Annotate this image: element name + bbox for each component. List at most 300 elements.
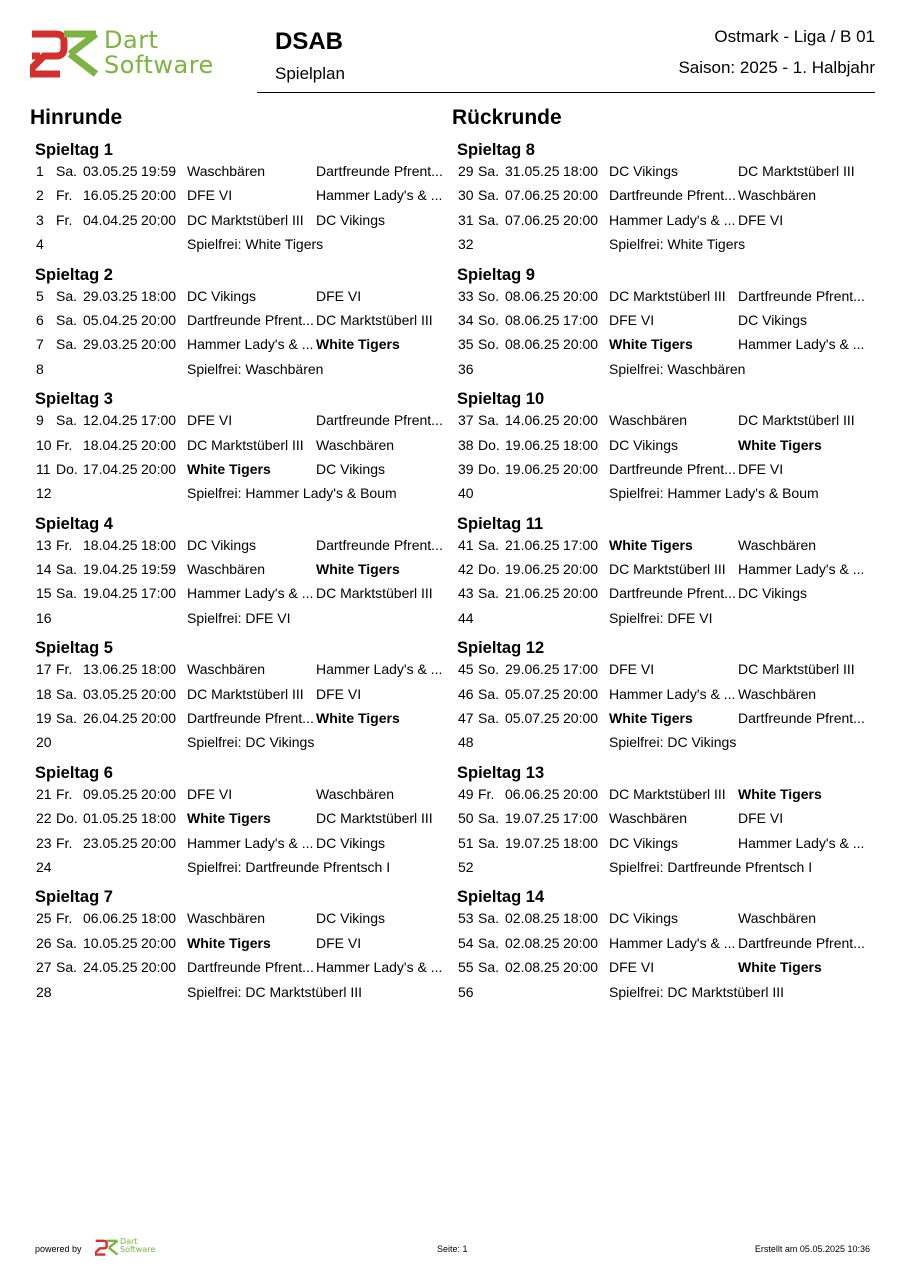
away-team: Waschbären	[738, 910, 817, 927]
match-row	[30, 285, 460, 309]
match-date: 02.08.25	[505, 934, 560, 951]
matchday	[452, 265, 882, 383]
footer-logo	[95, 1238, 170, 1258]
match-weekday: Sa.	[478, 810, 500, 827]
match-row	[452, 209, 882, 233]
match-weekday: Fr.	[56, 785, 73, 802]
match-date: 26.04.25	[83, 710, 138, 727]
match-weekday: Sa.	[478, 585, 500, 602]
match-number: 10	[36, 436, 52, 453]
match-number: 37	[458, 412, 474, 429]
match-number: 9	[36, 412, 44, 429]
match-time: 20:00	[141, 959, 177, 976]
matchday-title: Spieltag 1	[35, 141, 113, 159]
match-number: 43	[458, 585, 474, 602]
away-team: White Tigers	[316, 710, 400, 727]
match-date: 16.05.25	[83, 187, 138, 204]
match-weekday: Fr.	[56, 910, 73, 927]
bye-team: Spielfrei: Hammer Lady's & Boum	[609, 485, 819, 502]
bye-team: Spielfrei: Hammer Lady's & Boum	[187, 485, 397, 502]
away-team: Dartfreunde Pfrent...	[738, 934, 865, 951]
match-number: 5	[36, 287, 44, 304]
match-number: 56	[458, 983, 474, 1000]
match-time: 20:00	[141, 311, 177, 328]
matchday-title: Spieltag 12	[457, 639, 545, 658]
match-time: 18:00	[563, 834, 599, 851]
away-team: Waschbären	[316, 436, 395, 453]
matchday	[30, 140, 460, 258]
home-team: DC Vikings	[609, 834, 678, 851]
match-number: 30	[458, 187, 474, 204]
match-number: 7	[36, 336, 44, 353]
away-team: DC Marktstüberl III	[738, 661, 855, 678]
match-time: 20:00	[141, 187, 177, 204]
hinrunde-title: Hinrunde	[30, 106, 123, 129]
match-number: 1	[36, 163, 44, 179]
home-team: Dartfreunde Pfrent...	[187, 311, 314, 328]
match-weekday: Sa.	[478, 934, 500, 951]
matchday-title: Spieltag 13	[457, 763, 545, 782]
bye-row	[30, 981, 460, 1005]
match-number: 50	[458, 810, 474, 827]
match-row	[452, 285, 882, 309]
match-number: 3	[36, 211, 44, 228]
match-date: 05.07.25	[505, 710, 560, 727]
away-team: DC Marktstüberl III	[738, 412, 855, 429]
match-number: 17	[36, 661, 52, 678]
match-number: 26	[36, 934, 52, 951]
match-weekday: Fr.	[56, 661, 73, 678]
away-team: Dartfreunde Pfrent...	[738, 710, 865, 727]
match-weekday: Do.	[478, 460, 500, 477]
home-team: DC Vikings	[609, 436, 678, 453]
rueckrunde-column	[452, 105, 882, 1012]
away-team: Waschbären	[738, 685, 817, 702]
home-team: DC Vikings	[187, 287, 256, 304]
match-number: 47	[458, 710, 474, 727]
away-team: White Tigers	[738, 959, 822, 976]
away-team: DC Marktstüberl III	[316, 585, 433, 602]
match-number: 39	[458, 460, 474, 477]
away-team: DC Marktstüberl III	[738, 163, 855, 179]
match-date: 06.06.25	[83, 910, 138, 927]
match-weekday: Sa.	[56, 412, 78, 429]
footer-logo-line2: Software	[120, 1245, 156, 1254]
match-date: 05.04.25	[83, 311, 138, 328]
match-row	[452, 160, 882, 184]
match-date: 17.04.25	[83, 460, 138, 477]
match-number: 33	[458, 287, 474, 304]
match-row	[452, 658, 882, 682]
home-team: Hammer Lady's & ...	[187, 585, 314, 602]
home-team: Dartfreunde Pfrent...	[187, 959, 314, 976]
match-weekday: So.	[478, 311, 500, 328]
matchday-title: Spieltag 5	[35, 639, 113, 658]
bye-team: Spielfrei: Dartfreunde Pfrentsch I	[609, 858, 813, 875]
bye-team: Spielfrei: DFE VI	[609, 609, 713, 626]
bye-row	[452, 233, 882, 257]
home-team: Waschbären	[187, 561, 266, 578]
match-row	[452, 409, 882, 433]
away-team: Dartfreunde Pfrent...	[738, 287, 865, 304]
home-team: DFE VI	[609, 311, 655, 328]
match-weekday: Sa.	[478, 412, 500, 429]
home-team: Hammer Lady's & ...	[609, 934, 736, 951]
match-time: 17:00	[563, 311, 599, 328]
bye-team: Spielfrei: Waschbären	[187, 360, 324, 377]
match-row	[30, 558, 460, 582]
match-time: 17:00	[141, 412, 177, 429]
match-number: 38	[458, 436, 474, 453]
home-team: White Tigers	[609, 710, 693, 727]
match-weekday: Sa.	[478, 834, 500, 851]
match-row	[452, 309, 882, 333]
match-date: 08.06.25	[505, 336, 560, 353]
match-time: 20:00	[141, 710, 177, 727]
match-date: 19.06.25	[505, 561, 560, 578]
bye-row	[452, 731, 882, 755]
matchday-title: Spieltag 6	[35, 763, 113, 782]
match-date: 21.06.25	[505, 536, 560, 553]
matchday	[452, 887, 882, 1005]
matchday	[452, 638, 882, 756]
match-date: 19.07.25	[505, 810, 560, 827]
matchday	[30, 265, 460, 383]
logo-mark-icon	[30, 30, 100, 80]
match-weekday: Sa.	[478, 211, 500, 228]
matchday	[452, 514, 882, 632]
bye-row	[452, 358, 882, 382]
home-team: White Tigers	[187, 810, 271, 827]
home-team: DC Marktstüberl III	[187, 211, 304, 228]
match-time: 18:00	[141, 661, 177, 678]
match-weekday: Sa.	[56, 311, 78, 328]
home-team: Hammer Lady's & ...	[187, 834, 314, 851]
match-time: 20:00	[141, 336, 177, 353]
match-time: 20:00	[141, 211, 177, 228]
match-date: 19.04.25	[83, 585, 138, 602]
matchday	[30, 389, 460, 507]
away-team: DC Vikings	[316, 211, 385, 228]
match-row	[30, 409, 460, 433]
match-row	[30, 783, 460, 807]
match-time: 20:00	[563, 710, 599, 727]
matchday	[452, 763, 882, 881]
org-title: DSAB	[275, 28, 344, 55]
match-time: 20:00	[563, 287, 599, 304]
match-date: 02.08.25	[505, 910, 560, 927]
match-date: 29.06.25	[505, 661, 560, 678]
away-team: DC Marktstüberl III	[316, 810, 433, 827]
bye-row	[452, 607, 882, 631]
match-weekday: Sa.	[56, 561, 78, 578]
match-time: 18:00	[141, 910, 177, 927]
match-date: 19.04.25	[83, 561, 138, 578]
home-team: Waschbären	[609, 810, 688, 827]
match-weekday: Sa.	[478, 910, 500, 927]
home-team: DC Vikings	[187, 536, 256, 553]
match-number: 25	[36, 910, 52, 927]
league-name: Ostmark - Liga / B 01	[714, 27, 875, 46]
away-team: Dartfreunde Pfrent...	[316, 163, 443, 179]
match-time: 19:59	[141, 163, 177, 179]
match-number: 8	[36, 360, 44, 377]
match-weekday: Fr.	[56, 834, 73, 851]
match-number: 32	[458, 236, 474, 253]
bye-team: Spielfrei: DFE VI	[187, 609, 291, 626]
match-number: 22	[36, 810, 52, 827]
match-time: 17:00	[563, 661, 599, 678]
match-weekday: Sa.	[478, 685, 500, 702]
page-number: Seite: 1	[437, 1244, 468, 1254]
away-team: DFE VI	[738, 211, 784, 228]
match-number: 29	[458, 163, 474, 179]
match-time: 20:00	[141, 436, 177, 453]
match-number: 4	[36, 236, 44, 253]
hinrunde-matchdays	[30, 140, 460, 1005]
away-team: Hammer Lady's & ...	[738, 834, 865, 851]
match-time: 18:00	[563, 436, 599, 453]
match-number: 21	[36, 785, 52, 802]
match-number: 34	[458, 311, 474, 328]
match-time: 20:00	[563, 685, 599, 702]
away-team: Hammer Lady's & ...	[316, 187, 443, 204]
match-weekday: Sa.	[478, 710, 500, 727]
match-row	[452, 707, 882, 731]
match-time: 18:00	[141, 287, 177, 304]
match-time: 20:00	[141, 685, 177, 702]
logo-text-line2: Software	[104, 51, 214, 79]
match-row	[452, 683, 882, 707]
away-team: DC Marktstüberl III	[316, 311, 433, 328]
hinrunde-column	[30, 105, 460, 1012]
match-row	[452, 333, 882, 357]
match-time: 20:00	[563, 561, 599, 578]
match-time: 18:00	[141, 536, 177, 553]
match-number: 27	[36, 959, 52, 976]
home-team: Waschbären	[187, 910, 266, 927]
away-team: Hammer Lady's & ...	[738, 561, 865, 578]
match-number: 23	[36, 834, 52, 851]
match-time: 20:00	[563, 187, 599, 204]
bye-row	[30, 731, 460, 755]
match-number: 14	[36, 561, 52, 578]
match-time: 20:00	[141, 834, 177, 851]
match-row	[452, 434, 882, 458]
matchday-title: Spieltag 14	[457, 888, 545, 907]
match-date: 08.06.25	[505, 287, 560, 304]
match-row	[30, 534, 460, 558]
away-team: DFE VI	[316, 685, 362, 702]
bye-row	[30, 607, 460, 631]
match-weekday: Fr.	[56, 211, 73, 228]
match-date: 29.03.25	[83, 336, 138, 353]
footer-logo-line1: Dart	[120, 1237, 138, 1246]
home-team: Waschbären	[609, 412, 688, 429]
match-weekday: Sa.	[56, 959, 78, 976]
match-number: 12	[36, 485, 52, 502]
match-row	[452, 184, 882, 208]
rueckrunde-matchdays	[452, 140, 882, 1005]
match-date: 03.05.25	[83, 163, 138, 179]
home-team: DC Marktstüberl III	[609, 561, 726, 578]
home-team: DFE VI	[187, 785, 233, 802]
home-team: DC Marktstüberl III	[187, 685, 304, 702]
away-team: DC Vikings	[738, 585, 807, 602]
bye-row	[452, 856, 882, 880]
match-weekday: Fr.	[56, 536, 73, 553]
match-weekday: Sa.	[56, 934, 78, 951]
home-team: Hammer Lady's & ...	[187, 336, 314, 353]
match-weekday: Sa.	[56, 287, 78, 304]
home-team: DFE VI	[187, 412, 233, 429]
match-row	[452, 558, 882, 582]
match-row	[30, 333, 460, 357]
match-time: 17:00	[563, 810, 599, 827]
matchday-title: Spieltag 10	[457, 390, 545, 409]
match-number: 51	[458, 834, 474, 851]
match-number: 6	[36, 311, 44, 328]
match-row	[30, 683, 460, 707]
match-row	[30, 956, 460, 980]
match-number: 19	[36, 710, 52, 727]
home-team: Dartfreunde Pfrent...	[609, 585, 736, 602]
away-team: Waschbären	[316, 785, 395, 802]
match-row	[30, 434, 460, 458]
match-date: 19.06.25	[505, 436, 560, 453]
home-team: Dartfreunde Pfrent...	[609, 187, 736, 204]
away-team: DC Vikings	[316, 910, 385, 927]
matchday	[30, 887, 460, 1005]
header-divider	[257, 92, 875, 93]
away-team: Dartfreunde Pfrent...	[316, 536, 443, 553]
away-team: Hammer Lady's & ...	[316, 661, 443, 678]
match-date: 19.07.25	[505, 834, 560, 851]
match-date: 09.05.25	[83, 785, 138, 802]
match-time: 20:00	[141, 785, 177, 802]
footer-logo-mark-icon	[95, 1239, 119, 1257]
matchday	[30, 514, 460, 632]
home-team: White Tigers	[609, 536, 693, 553]
match-date: 29.03.25	[83, 287, 138, 304]
away-team: White Tigers	[738, 436, 822, 453]
matchday-title: Spieltag 4	[35, 514, 113, 533]
bye-row	[30, 482, 460, 506]
match-number: 40	[458, 485, 474, 502]
bye-row	[30, 856, 460, 880]
match-number: 55	[458, 959, 474, 976]
match-time: 17:00	[563, 536, 599, 553]
match-row	[452, 534, 882, 558]
match-date: 13.06.25	[83, 661, 138, 678]
match-time: 18:00	[563, 910, 599, 927]
match-date: 24.05.25	[83, 959, 138, 976]
match-row	[30, 932, 460, 956]
bye-team: Spielfrei: Waschbären	[609, 360, 746, 377]
match-date: 18.04.25	[83, 536, 138, 553]
match-time: 20:00	[563, 959, 599, 976]
away-team: White Tigers	[316, 336, 400, 353]
home-team: DFE VI	[609, 661, 655, 678]
created-timestamp: Erstellt am 05.05.2025 10:36	[754, 1244, 870, 1254]
home-team: Dartfreunde Pfrent...	[609, 460, 736, 477]
match-row	[30, 309, 460, 333]
away-team: DFE VI	[316, 287, 362, 304]
match-number: 53	[458, 910, 474, 927]
match-date: 14.06.25	[505, 412, 560, 429]
matchday	[452, 140, 882, 258]
match-number: 54	[458, 934, 474, 951]
match-weekday: Fr.	[478, 785, 495, 802]
bye-row	[452, 981, 882, 1005]
match-row	[30, 807, 460, 831]
logo-text-line1: Dart	[104, 26, 159, 54]
match-weekday: So.	[478, 336, 500, 353]
match-time: 20:00	[563, 336, 599, 353]
match-row	[30, 832, 460, 856]
matchday-title: Spieltag 9	[457, 265, 535, 284]
dart-software-logo	[30, 28, 260, 82]
home-team: DFE VI	[609, 959, 655, 976]
match-weekday: Sa.	[478, 536, 500, 553]
match-row	[30, 160, 460, 184]
match-weekday: Sa.	[56, 585, 78, 602]
matchday	[30, 638, 460, 756]
matchday-title: Spieltag 7	[35, 888, 113, 907]
powered-by-label: powered by	[35, 1244, 82, 1254]
away-team: Waschbären	[738, 536, 817, 553]
match-time: 19:59	[141, 561, 177, 578]
away-team: Waschbären	[738, 187, 817, 204]
match-number: 52	[458, 858, 474, 875]
match-row	[452, 582, 882, 606]
away-team: DFE VI	[738, 460, 784, 477]
home-team: DC Vikings	[609, 163, 678, 179]
match-row	[452, 458, 882, 482]
away-team: White Tigers	[316, 561, 400, 578]
match-date: 01.05.25	[83, 810, 138, 827]
match-number: 42	[458, 561, 474, 578]
match-number: 16	[36, 609, 52, 626]
match-row	[452, 783, 882, 807]
away-team: DFE VI	[738, 810, 784, 827]
match-date: 04.04.25	[83, 211, 138, 228]
match-number: 20	[36, 734, 52, 751]
match-date: 05.07.25	[505, 685, 560, 702]
match-number: 49	[458, 785, 474, 802]
match-number: 11	[36, 460, 51, 477]
match-time: 18:00	[141, 810, 177, 827]
bye-team: Spielfrei: DC Marktstüberl III	[609, 983, 785, 1000]
match-date: 31.05.25	[505, 163, 560, 179]
home-team: White Tigers	[187, 934, 271, 951]
away-team: Hammer Lady's & ...	[738, 336, 865, 353]
match-weekday: Fr.	[56, 187, 73, 204]
match-weekday: Do.	[478, 561, 500, 578]
match-date: 06.06.25	[505, 785, 560, 802]
home-team: Dartfreunde Pfrent...	[187, 710, 314, 727]
match-time: 20:00	[563, 211, 599, 228]
match-weekday: So.	[478, 661, 500, 678]
match-row	[30, 184, 460, 208]
match-weekday: Sa.	[478, 187, 500, 204]
bye-team: Spielfrei: DC Vikings	[187, 734, 315, 751]
match-weekday: Do.	[56, 810, 78, 827]
away-team: DC Vikings	[316, 460, 385, 477]
match-number: 2	[36, 187, 44, 204]
matchday	[30, 763, 460, 881]
match-time: 20:00	[141, 460, 177, 477]
